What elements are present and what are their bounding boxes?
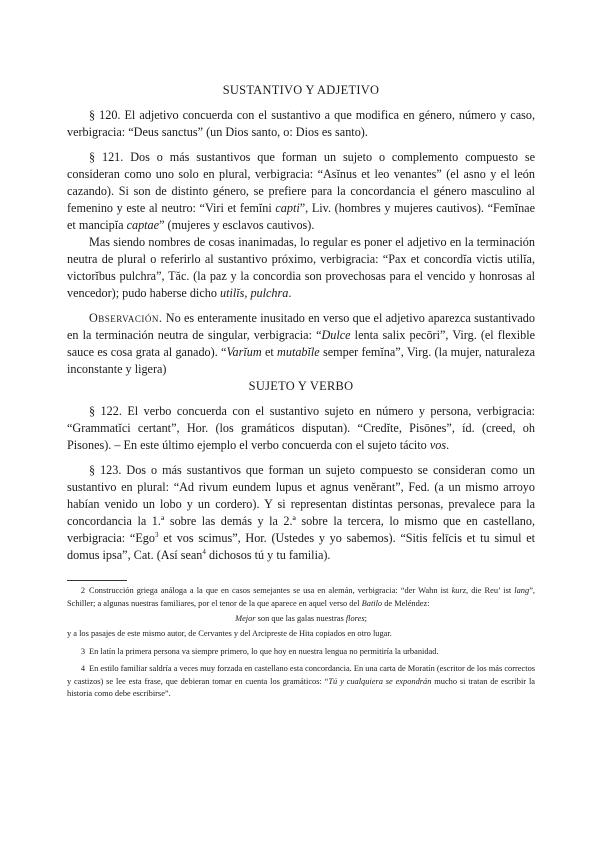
latin-word: captae	[126, 218, 160, 232]
footnote-ref-4: 4	[202, 547, 206, 556]
text: .	[446, 438, 450, 452]
latin-word: capti	[275, 201, 300, 215]
observation-label: Observación.	[89, 311, 163, 325]
page-body	[67, 82, 535, 701]
footnote-number: 2	[80, 586, 85, 595]
footnote-4	[67, 663, 535, 701]
latin-word: mutabĭle	[277, 345, 320, 359]
italic-word: Batilo	[361, 598, 383, 608]
text: Mas siendo nombres de cosas inanimadas, lo regular es poner el adjetivo en la terminación neutra de plural o referirlo al sustantivo próximo, verbigracia: “Pax et concordĭa victis utilĭa, victorĭbus pulchra”, Tăc. (la paz y la concordia son provechosas para el vencido y honrosas al vencedor); pudo haberse dicho	[67, 235, 535, 300]
footnote-3	[67, 646, 535, 659]
footnote-2-verse	[67, 612, 535, 626]
text: En latín la primera persona va siempre primero, lo que hoy en nuestra lengua no permitiría la urbanidad.	[89, 646, 439, 656]
footnote-2-tail: y a los pasajes de este mismo autor, de Cervantes y del Arcipreste de Hita copiados en otro lugar.	[67, 629, 392, 638]
text: .	[288, 286, 292, 300]
text: En estilo familiar saldría a veces muy forzada en castellano esta concordancia. En una carta de Moratín (escritor de los más correctos y castizos) se lee esta frase, que debieran tomar en cuenta los gramáticos: “	[67, 664, 536, 686]
text: semper femĭna”, Virg. (la mujer, naturaleza inconstante y ligera)	[67, 345, 536, 376]
footnote-number: 3	[80, 646, 85, 656]
text: ”, Schiller; a algunas nuestras familiares, por el tenor de la que aparece en aquel verso del	[67, 586, 535, 608]
paragraph-122	[67, 403, 535, 454]
paragraph-121-continued	[67, 234, 535, 302]
latin-word: Varĭum	[226, 345, 262, 359]
text: ” (mujeres y esclavos cautivos).	[159, 218, 315, 232]
italic-word: lang	[514, 586, 530, 595]
text: No es enteramente inusitado en verso que el adjetivo aparezca sustantivado en la terminación neutra de singular, verbigracia: “	[67, 311, 535, 342]
text: mucho si tratan de escribir la historia como debe escribirse”.	[67, 676, 535, 698]
italic-word: flores	[345, 614, 365, 623]
footnote-2	[67, 585, 535, 610]
text: , die Reu’ ist	[466, 586, 515, 595]
text: lenta salix pecōri”, Virg. (el flexible sauce es cosa grata al ganado). “	[67, 328, 535, 359]
text: § 122. El verbo concuerda con el sustantivo sujeto en número y persona, verbigracia: “Grammatĭci certant”, Hor. (los gramáticos disputan). “Credĭte, Pisōnes”, íd. (creed, oh Pisones). – En este último ejemplo el verbo concuerda con el sujeto tácito	[67, 404, 535, 452]
section-heading-sujeto-verbo: SUJETO Y VERBO	[248, 379, 354, 393]
latin-word: vos	[429, 438, 447, 452]
footnote-ref-3: 3	[154, 530, 159, 539]
footnote-divider	[67, 580, 127, 581]
text: et	[261, 345, 278, 359]
latin-word: utilĭs, pulchra	[219, 286, 289, 300]
text: ”, Liv. (hombres y mujeres cautivos). “Femĭnae et mancipĭa	[67, 201, 535, 232]
text: § 121. Dos o más sustantivos que forman un sujeto o complemento compuesto se consideran como uno solo en plural, verbigracia: “Asĭnus et leo venantes” (el asno y el león cazando). Si son de distinto género, se prefiere para la concordancia el género masculino al femenino y este al neutro: “Viri et femĭni	[67, 150, 535, 215]
paragraph-123	[67, 462, 535, 564]
text: et vos scimus”, Hor. (Ustedes y yo sabemos). “Sitis felīcis et tu simul et domus ipsa”, Cat. (Así sean	[67, 531, 535, 562]
latin-word: Dulce	[321, 328, 351, 342]
paragraph-120: § 120. El adjetivo concuerda con el sustantivo a que modifica en género, número y caso, verbigracia: “Deus sanctus” (un Dios santo, o: Dios es santo).	[67, 108, 535, 139]
footnote-number: 4	[80, 664, 85, 673]
italic-word: kurz	[451, 586, 467, 595]
text: de Meléndez:	[382, 598, 430, 608]
text: Construcción griega análoga a la que en casos semejantes se usa en alemán, verbigracia: “der Wahn ist	[89, 586, 452, 595]
text: dichosos tú y tu familia).	[205, 548, 331, 562]
paragraph-121	[67, 149, 535, 234]
italic-phrase: Tú y cualquiera se expondrán	[328, 676, 432, 686]
section-heading-sustantivo-adjetivo: SUSTANTIVO Y ADJETIVO	[222, 83, 380, 97]
text: ;	[364, 614, 367, 623]
observation-paragraph	[67, 310, 535, 378]
text: son que las galas nuestras	[255, 614, 346, 623]
text: § 123. Dos o más sustantivos que forman un sujeto compuesto se consideran como un sustantivo en plural: “Ad rivum eundem lupus et agnus venĕrant”, Fed. (a un mismo arroyo habían venido un lobo y un cordero). Y si representan distintas personas, prevalece para la concordancia la 1.ª sobre las demás y la 2.ª sobre la tercera, lo mismo que en castellano, verbigracia: “Ego	[67, 463, 535, 545]
italic-word: Mejor	[235, 614, 256, 623]
